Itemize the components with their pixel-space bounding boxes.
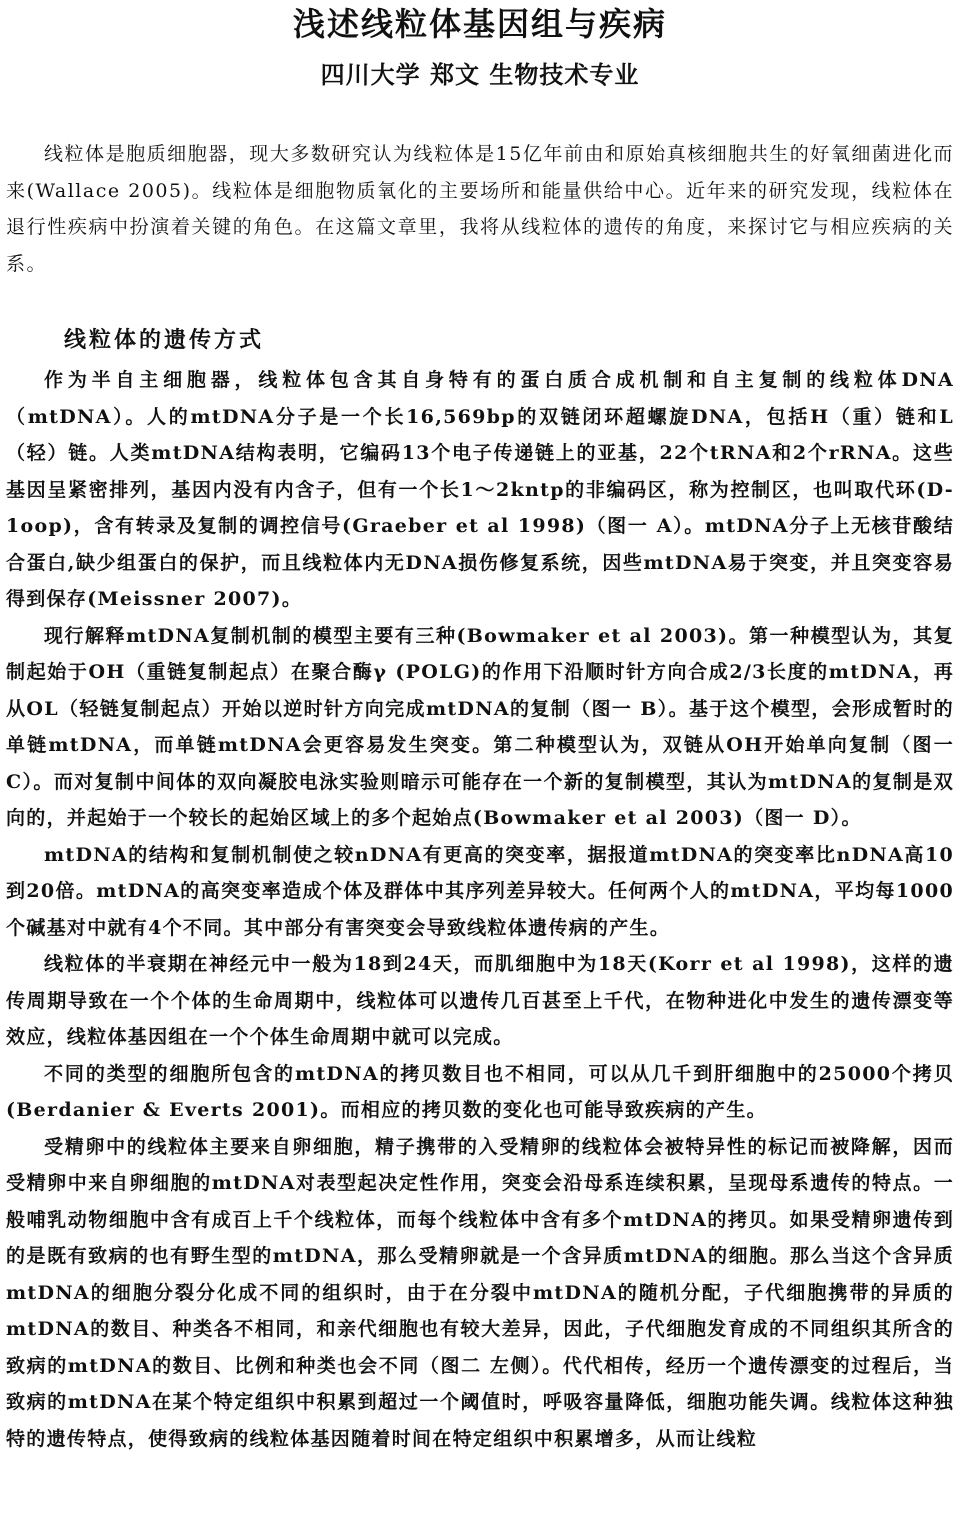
body-paragraph: mtDNA的结构和复制机制使之较nDNA有更高的突变率，据报道mtDNA的突变率比nDNA高10到20倍。mtDNA的高突变率造成个体及群体中其序列差异较大。任何两个人的mtDNA，平均每1000个碱基对中就有4个不同。其中部分有害突变会导致线粒体遗传病的产生。 xyxy=(6,843,954,939)
section-heading: 线粒体的遗传方式 xyxy=(64,328,265,353)
document-title: 浅述线粒体基因组与疾病 xyxy=(292,5,667,43)
body-paragraph: 现行解释mtDNA复制机制的模型主要有三种(Bowmaker et al 2003)。第一种模型认为，其复制起始于OH（重链复制起点）在聚合酶γ (POLG)的作用下沿顺时针方向合成2/3长度的mtDNA，再从OL（轻链复制起点）开始以逆时针方向完成mtDNA的复制（图一 B）。基于这个模型，会形成暂时的单链mtDNA，而单链mtDNA会更容易发生突变。第二种模型认为，双链从OH开始单向复制（图一 C）。而对复制中间体的双向凝胶电泳实验则暗示可能存在一个新的复制模型，其认为mtDNA的复制是双向的，并起始于一个较长的起始区域上的多个起始点(Bowmaker et al 2003)（图一 D）。 xyxy=(6,624,954,829)
abstract-paragraph: 线粒体是胞质细胞器，现大多数研究认为线粒体是15亿年前由和原始真核细胞共生的好氧细菌进化而来(Wallace 2005)。线粒体是细胞物质氧化的主要场所和能量供给中心。近年来的研究发现，线粒体在退行性疾病中扮演着关键的角色。在这篇文章里，我将从线粒体的遗传的角度，来探讨它与相应疾病的关系。 xyxy=(6,143,954,275)
body-paragraph: 不同的类型的细胞所包含的mtDNA的拷贝数目也不相同，可以从几千到肝细胞中的25000个拷贝(Berdanier & Everts 2001)。而相应的拷贝数的变化也可能导致疾病的产生。 xyxy=(6,1062,954,1121)
body-paragraph: 线粒体的半衰期在神经元中一般为18到24天，而肌细胞中为18天(Korr et al 1998)，这样的遗传周期导致在一个个体的生命周期中，线粒体可以遗传几百甚至上千代，在物种进化中发生的遗传漂变等效应，线粒体基因组在一个个体生命周期中就可以完成。 xyxy=(6,953,954,1048)
author-line: 四川大学 郑文 生物技术专业 xyxy=(320,61,640,89)
body-paragraph: 受精卵中的线粒体主要来自卵细胞，精子携带的入受精卵的线粒体会被特异性的标记而被降解，因而受精卵中来自卵细胞的mtDNA对表型起决定性作用，突变会沿母系连续积累，呈现母系遗传的特点。一般哺乳动物细胞中含有成百上千个线粒体，而每个线粒体中含有多个mtDNA的拷贝。如果受精卵遗传到的是既有致病的也有野生型的mtDNA，那么受精卵就是一个含异质mtDNA的细胞。那么当这个含异质mtDNA的细胞分裂分化成不同的组织时，由于在分裂中mtDNA的随机分配，子代细胞携带的异质的mtDNA的数目、种类各不相同，和亲代细胞也有较大差异，因此，子代细胞发育成的不同组织其所含的致病的mtDNA的数目、比例和种类也会不同（图二 左侧）。代代相传，经历一个遗传漂变的过程后，当致病的mtDNA在某个特定组织中积累到超过一个阈值时，呼吸容量降低，细胞功能失调。线粒体这种独特的遗传特点，使得致病的线粒体基因随着时间在特定组织中积累增多，从而让线粒 xyxy=(6,1135,954,1450)
body-paragraph: 作为半自主细胞器，线粒体包含其自身特有的蛋白质合成机制和自主复制的线粒体DNA（mtDNA）。人的mtDNA分子是一个长16,569bp的双链闭环超螺旋DNA，包括H（重）链和L（轻）链。人类mtDNA结构表明，它编码13个电子传递链上的亚基，22个tRNA和2个rRNA。这些基因呈紧密排列，基因内没有内含子，但有一个长1～2kntp的非编码区，称为控制区，也叫取代环(D-1oop)，含有转录及复制的调控信号(Graeber et al 1998)（图一 A）。mtDNA分子上无核苷酸结合蛋白,缺少组蛋白的保护，而且线粒体内无DNA损伤修复系统，因些mtDNA易于突变，并且突变容易得到保存(Meissner 2007)。 xyxy=(6,369,954,610)
section-body xyxy=(6,362,954,1457)
